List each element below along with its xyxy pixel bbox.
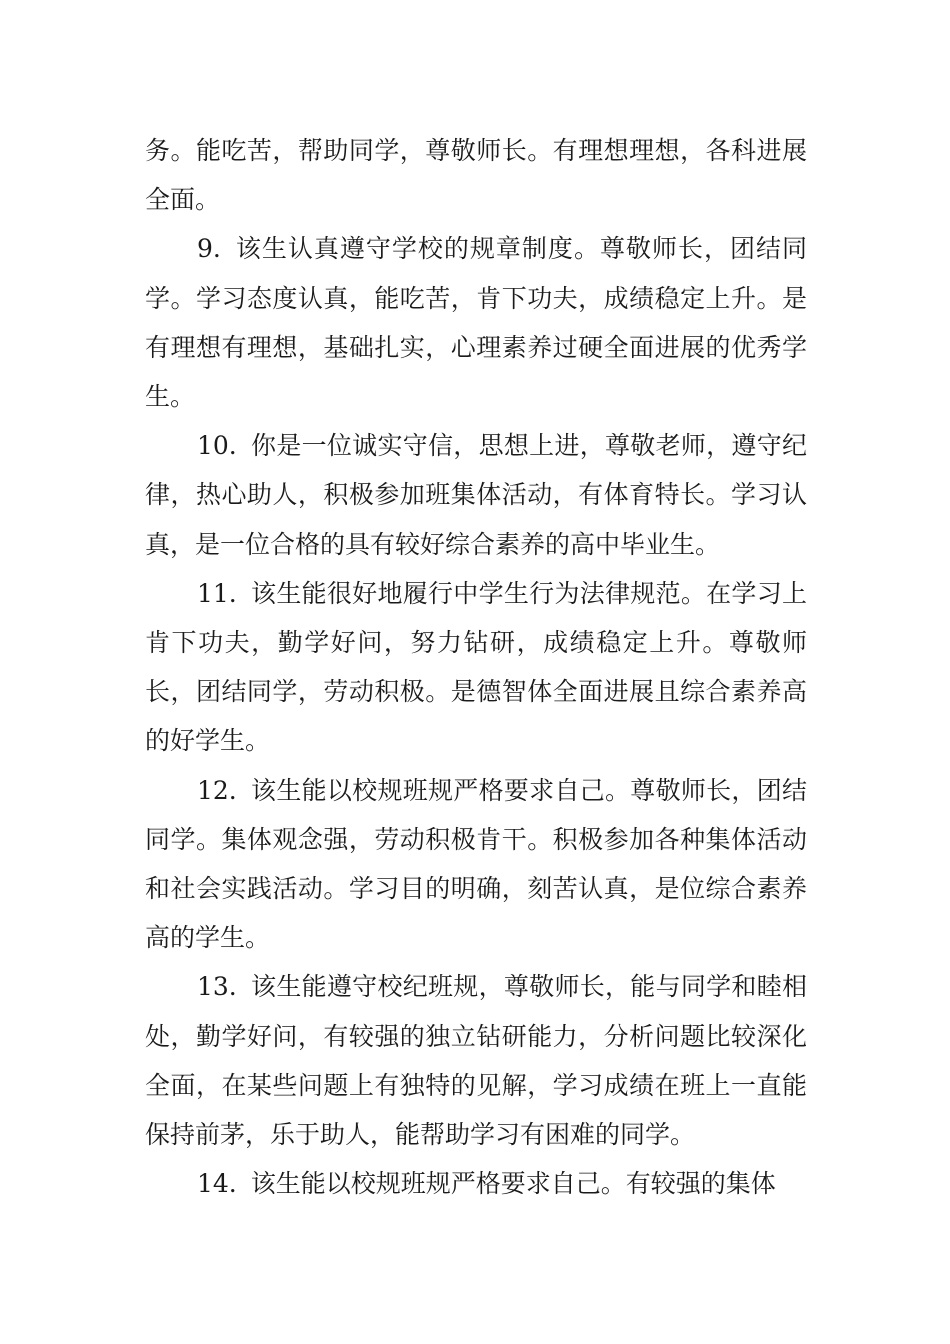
- paragraph-number: 10.: [197, 431, 237, 461]
- paragraph-number: 12.: [197, 775, 237, 805]
- paragraph-text: 该生能很好地履行中学生行为法律规范。在学习上肯下功夫，勤学好问，努力钻研，成绩稳定上升。尊敬师长，团结同学，劳动积极。是德智体全面进展且综合素养高的好学生。: [145, 578, 807, 756]
- paragraph-item-9: [145, 224, 807, 421]
- paragraph-number: 11.: [197, 578, 237, 608]
- paragraph-item-10: [145, 421, 807, 569]
- paragraph-item-13: [145, 962, 807, 1159]
- paragraph-number: 13.: [197, 972, 237, 1002]
- paragraph-text: 你是一位诚实守信，思想上进，尊敬老师，遵守纪律，热心助人，积极参加班集体活动，有体育特长。学习认真，是一位合格的具有较好综合素养的高中毕业生。: [145, 431, 807, 559]
- paragraph-item-14: [145, 1159, 807, 1208]
- paragraph-text: 该生能遵守校纪班规，尊敬师长，能与同学和睦相处，勤学好问，有较强的独立钻研能力，分析问题比较深化全面，在某些问题上有独特的见解，学习成绩在班上一直能保持前茅，乐于助人，能帮助学习有困难的同学。: [145, 972, 807, 1150]
- paragraph-text: 该生认真遵守学校的规章制度。尊敬师长，团结同学。学习态度认真，能吃苦，肯下功夫，成绩稳定上升。是有理想有理想，基础扎实，心理素养过硬全面进展的优秀学生。: [145, 234, 807, 412]
- document-body: [145, 126, 807, 1208]
- paragraph-text: 该生能以校规班规严格要求自己。有较强的集体: [250, 1169, 776, 1199]
- paragraph-continuation: [145, 126, 807, 224]
- paragraph-number: 9.: [197, 234, 221, 264]
- paragraph-item-11: [145, 569, 807, 766]
- paragraph-text: 务。能吃苦，帮助同学，尊敬师长。有理想理想，各科进展全面。: [145, 136, 807, 215]
- paragraph-text: 该生能以校规班规严格要求自己。尊敬师长，团结同学。集体观念强，劳动积极肯干。积极参加各种集体活动和社会实践活动。学习目的明确，刻苦认真，是位综合素养高的学生。: [145, 775, 807, 953]
- paragraph-number: 14.: [197, 1169, 237, 1199]
- paragraph-item-12: [145, 766, 807, 963]
